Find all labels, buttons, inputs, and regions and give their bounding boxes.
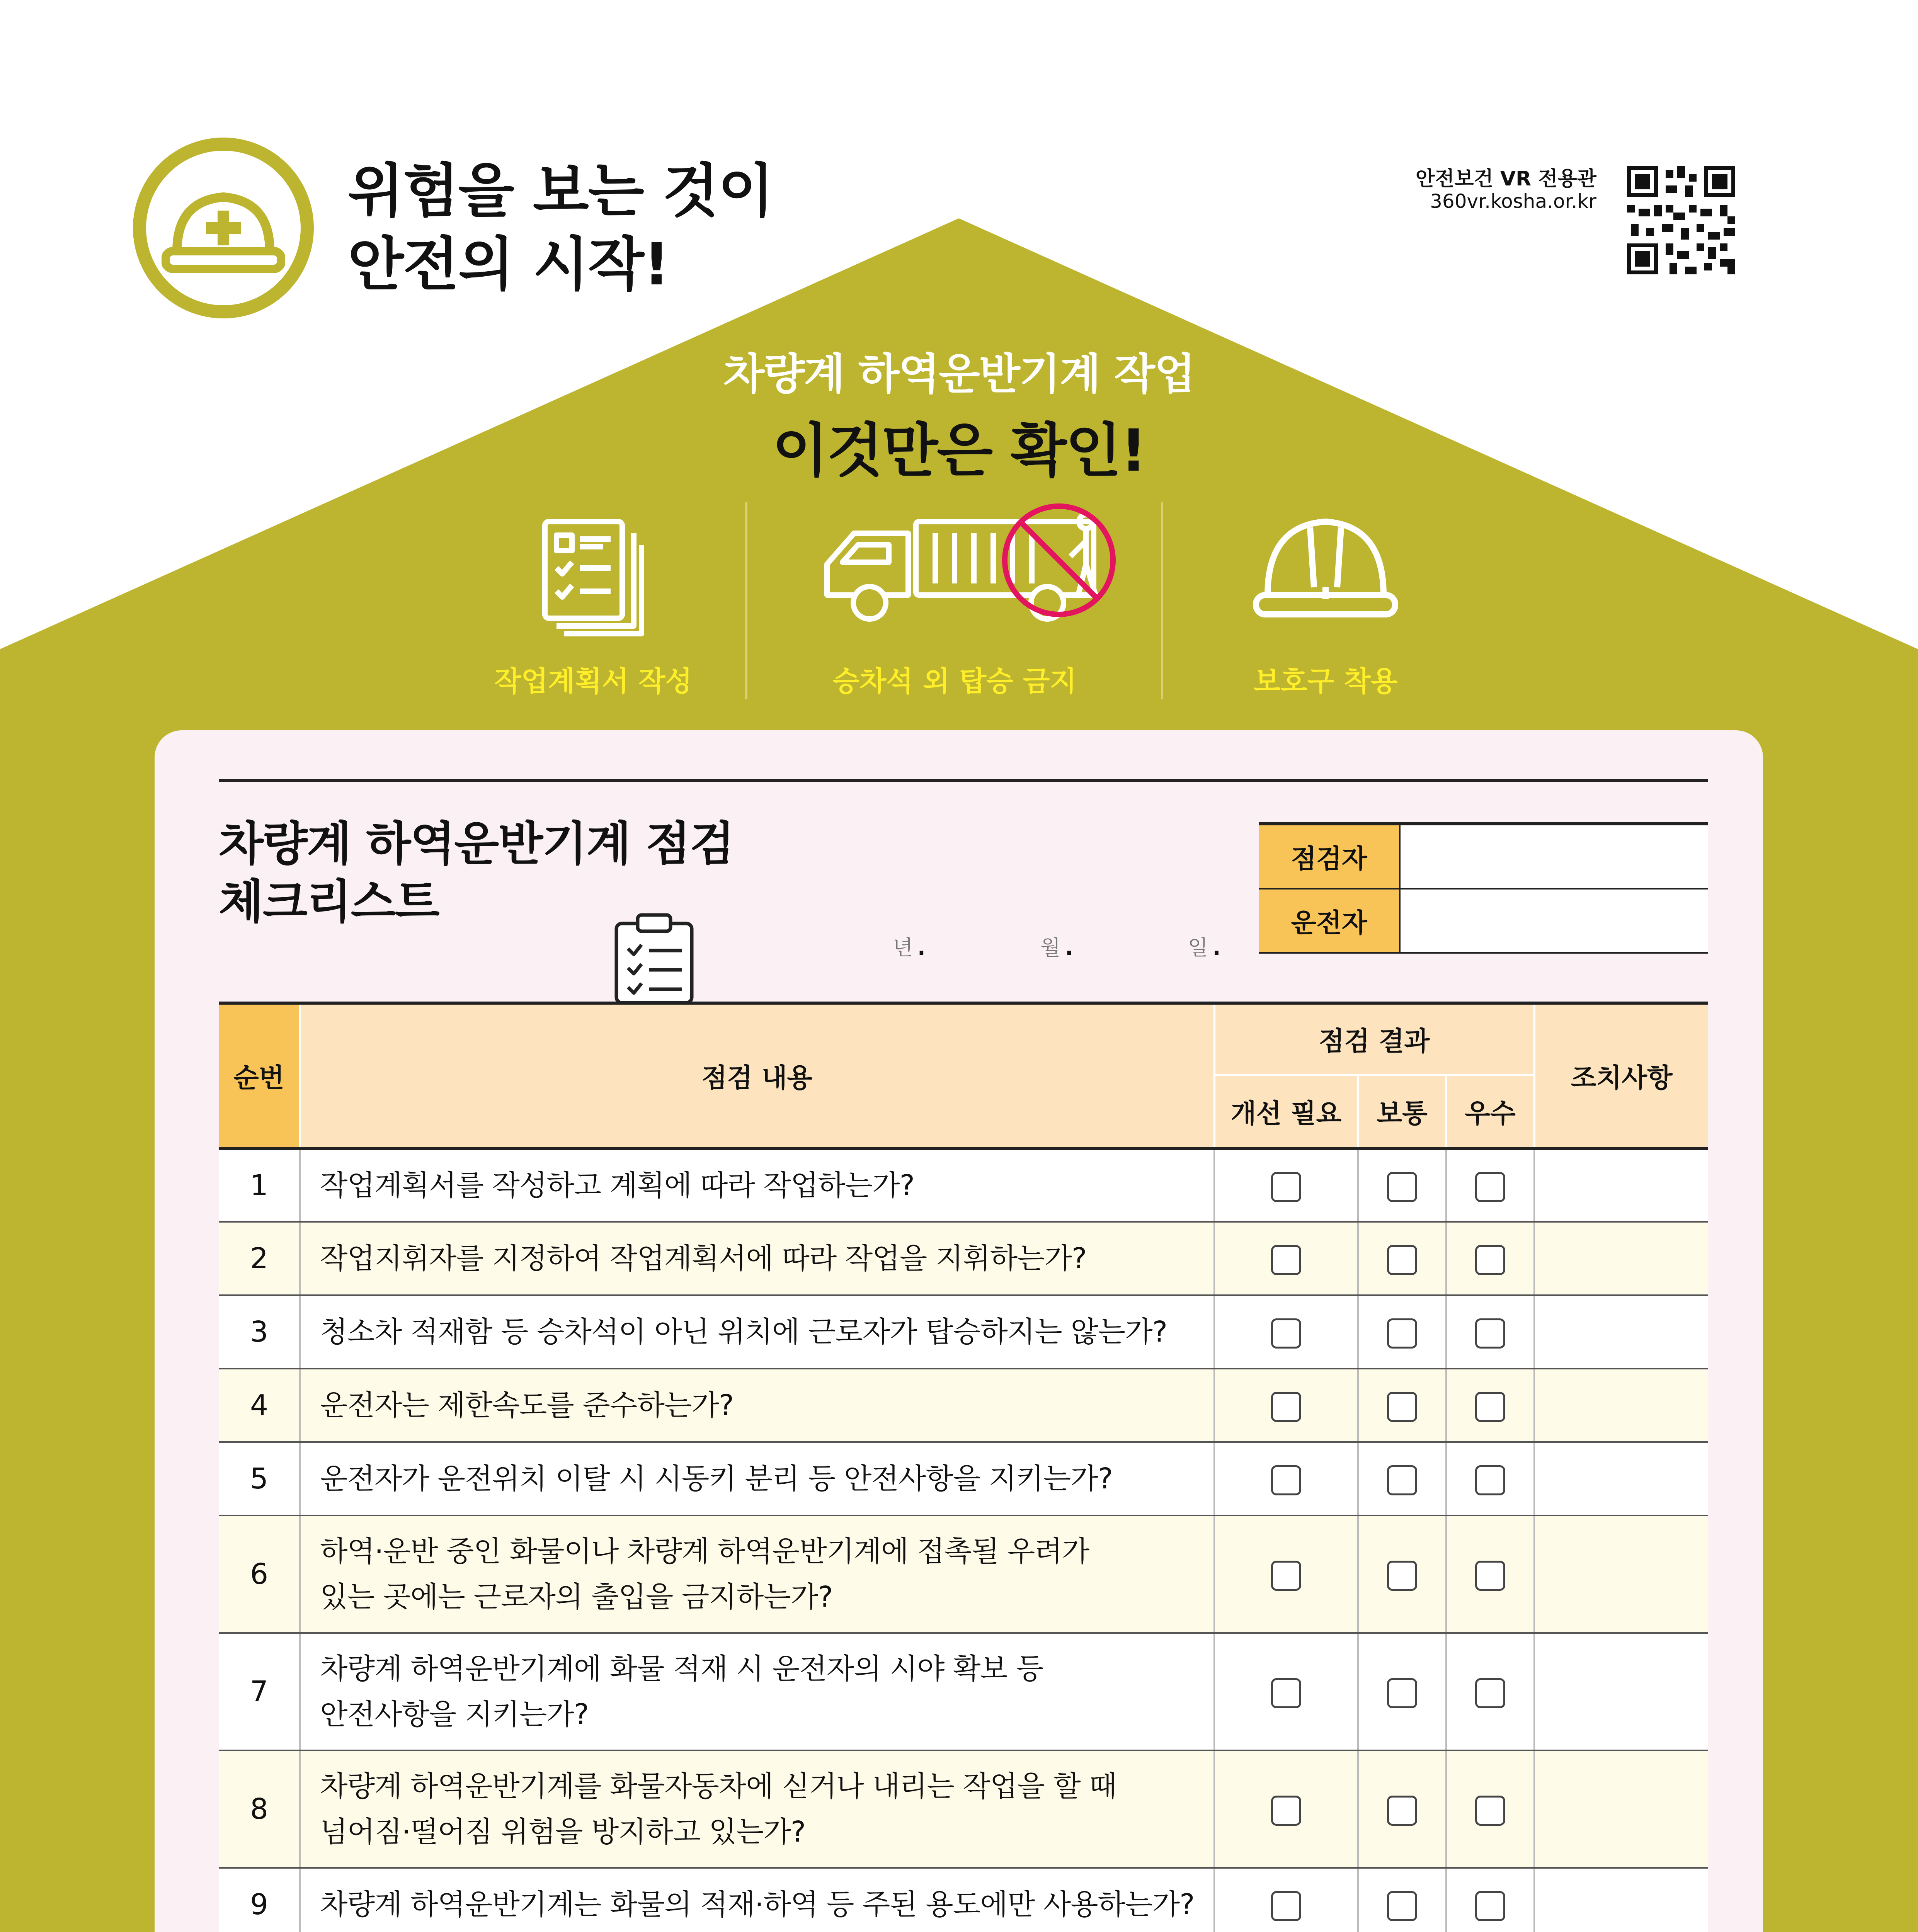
action-cell[interactable] bbox=[1534, 1295, 1708, 1369]
result-cell-normal bbox=[1358, 1633, 1446, 1750]
checkbox-excellent[interactable] bbox=[1475, 1465, 1505, 1495]
checkbox-excellent[interactable] bbox=[1475, 1891, 1505, 1921]
banner-title: 차량계 하역운반기계 작업 bbox=[723, 349, 1195, 399]
result-cell-needs-improvement bbox=[1214, 1369, 1358, 1442]
result-cell-normal bbox=[1358, 1442, 1446, 1515]
banner-subtitle: 이것만은 확인! bbox=[772, 417, 1146, 485]
result-cell-normal bbox=[1358, 1295, 1446, 1369]
row-number: 3 bbox=[219, 1295, 300, 1369]
date-year-label: 년 bbox=[893, 935, 913, 960]
result-cell-normal bbox=[1358, 1515, 1446, 1633]
checkbox-needs-improvement[interactable] bbox=[1271, 1796, 1301, 1826]
clipboard-icon bbox=[613, 912, 696, 1005]
result-cell-normal bbox=[1358, 1148, 1446, 1222]
qr-code-icon[interactable] bbox=[1627, 166, 1735, 274]
row-number: 5 bbox=[219, 1442, 300, 1515]
table-row bbox=[219, 1868, 1708, 1932]
row-number: 7 bbox=[219, 1633, 300, 1750]
driver-row bbox=[1259, 889, 1708, 952]
result-cell-normal bbox=[1358, 1868, 1446, 1932]
hard-hat-cross-icon bbox=[162, 174, 285, 290]
checkbox-needs-improvement[interactable] bbox=[1271, 1561, 1301, 1591]
checkbox-excellent[interactable] bbox=[1475, 1796, 1505, 1826]
checkbox-normal[interactable] bbox=[1387, 1796, 1417, 1826]
checkbox-normal[interactable] bbox=[1387, 1465, 1417, 1495]
action-cell[interactable] bbox=[1534, 1633, 1708, 1750]
checkbox-normal[interactable] bbox=[1387, 1891, 1417, 1921]
checkbox-needs-improvement[interactable] bbox=[1271, 1245, 1301, 1275]
col-header-no: 순번 bbox=[219, 1003, 300, 1148]
checklist-table-wrap bbox=[219, 1002, 1708, 1932]
checklist-table bbox=[219, 1002, 1708, 1932]
icon-label-no-riding: 승차석 외 탑승 금지 bbox=[832, 665, 1077, 697]
checkbox-normal[interactable] bbox=[1387, 1245, 1417, 1275]
result-cell-needs-improvement bbox=[1214, 1222, 1358, 1295]
inspector-label: 점검자 bbox=[1259, 825, 1399, 888]
slogan bbox=[348, 155, 773, 301]
row-check-item: 운전자가 운전위치 이탈 시 시동키 분리 등 안전사항을 지키는가? bbox=[300, 1442, 1214, 1515]
icon-label-protective-gear: 보호구 착용 bbox=[1253, 665, 1398, 697]
icon-label-work-plan: 작업계획서 작성 bbox=[494, 665, 692, 697]
date-day-label: 일 bbox=[1188, 935, 1208, 960]
driver-field[interactable] bbox=[1399, 889, 1708, 952]
checkbox-needs-improvement[interactable] bbox=[1271, 1318, 1301, 1349]
result-cell-excellent bbox=[1446, 1369, 1534, 1442]
row-number: 2 bbox=[219, 1222, 300, 1295]
card-top-rule bbox=[219, 779, 1708, 782]
col-header-content: 점검 내용 bbox=[300, 1003, 1214, 1148]
hard-hat-icon bbox=[1252, 510, 1399, 626]
no-riding-garbage-truck-icon bbox=[819, 498, 1128, 638]
result-cell-excellent bbox=[1446, 1295, 1534, 1369]
checkbox-normal[interactable] bbox=[1387, 1561, 1417, 1591]
result-cell-excellent bbox=[1446, 1442, 1534, 1515]
row-check-item: 차량계 하역운반기계는 화물의 적재·하역 등 주된 용도에만 사용하는가? bbox=[300, 1868, 1214, 1932]
date-dot: . bbox=[1065, 935, 1073, 960]
inspector-field[interactable] bbox=[1399, 825, 1708, 888]
date-month-label: 월 bbox=[1040, 935, 1061, 960]
action-cell[interactable] bbox=[1534, 1515, 1708, 1633]
row-check-item: 운전자는 제한속도를 준수하는가? bbox=[300, 1369, 1214, 1442]
checkbox-needs-improvement[interactable] bbox=[1271, 1891, 1301, 1921]
checklist-title-line2: 체크리스트 bbox=[219, 875, 439, 929]
checkbox-excellent[interactable] bbox=[1475, 1561, 1505, 1591]
row-check-item: 하역·운반 중인 화물이나 차량계 하역운반기계에 접촉될 우려가 있는 곳에는 근로자의 출입을 금지하는가? bbox=[300, 1515, 1214, 1633]
action-cell[interactable] bbox=[1534, 1750, 1708, 1868]
row-number: 4 bbox=[219, 1369, 300, 1442]
result-cell-excellent bbox=[1446, 1750, 1534, 1868]
action-cell[interactable] bbox=[1534, 1442, 1708, 1515]
col-header-normal: 보통 bbox=[1358, 1075, 1446, 1148]
table-row bbox=[219, 1633, 1708, 1750]
row-number: 6 bbox=[219, 1515, 300, 1633]
row-number: 1 bbox=[219, 1148, 300, 1222]
checkbox-needs-improvement[interactable] bbox=[1271, 1678, 1301, 1708]
signature-box bbox=[1259, 822, 1708, 954]
safety-helmet-logo bbox=[133, 138, 314, 318]
slogan-line2: 안전의 시작! bbox=[348, 231, 669, 298]
checkbox-excellent[interactable] bbox=[1475, 1245, 1505, 1275]
row-check-item: 작업지휘자를 지정하여 작업계획서에 따라 작업을 지휘하는가? bbox=[300, 1222, 1214, 1295]
action-cell[interactable] bbox=[1534, 1148, 1708, 1222]
action-cell[interactable] bbox=[1534, 1868, 1708, 1932]
checkbox-excellent[interactable] bbox=[1475, 1318, 1505, 1349]
driver-label: 운전자 bbox=[1259, 889, 1399, 952]
result-cell-needs-improvement bbox=[1214, 1750, 1358, 1868]
result-cell-needs-improvement bbox=[1214, 1868, 1358, 1932]
date-line[interactable] bbox=[893, 931, 1220, 961]
checkbox-normal[interactable] bbox=[1387, 1172, 1417, 1202]
col-header-result: 점검 결과 bbox=[1214, 1003, 1534, 1075]
result-cell-excellent bbox=[1446, 1222, 1534, 1295]
row-check-item: 작업계획서를 작성하고 계획에 따라 작업하는가? bbox=[300, 1148, 1214, 1222]
table-row bbox=[219, 1442, 1708, 1515]
checkbox-normal[interactable] bbox=[1387, 1392, 1417, 1422]
action-cell[interactable] bbox=[1534, 1222, 1708, 1295]
inspector-row bbox=[1259, 825, 1708, 888]
row-check-item: 차량계 하역운반기계를 화물자동차에 싣거나 내리는 작업을 할 때 넘어짐·떨어짐 위험을 방지하고 있는가? bbox=[300, 1750, 1214, 1868]
result-cell-needs-improvement bbox=[1214, 1633, 1358, 1750]
icon-divider bbox=[1161, 502, 1163, 699]
vr-hall-url[interactable]: 360vr.kosha.or.kr bbox=[1430, 190, 1596, 213]
result-cell-needs-improvement bbox=[1214, 1295, 1358, 1369]
table-row bbox=[219, 1222, 1708, 1295]
result-cell-needs-improvement bbox=[1214, 1442, 1358, 1515]
result-cell-excellent bbox=[1446, 1148, 1534, 1222]
table-row bbox=[219, 1750, 1708, 1868]
result-cell-needs-improvement bbox=[1214, 1148, 1358, 1222]
icon-divider bbox=[745, 502, 747, 699]
checkbox-excellent[interactable] bbox=[1475, 1678, 1505, 1708]
col-header-action: 조치사항 bbox=[1534, 1003, 1708, 1148]
checkbox-excellent[interactable] bbox=[1475, 1392, 1505, 1422]
checkbox-normal[interactable] bbox=[1387, 1318, 1417, 1349]
checklist-rows bbox=[219, 1148, 1708, 1932]
result-cell-excellent bbox=[1446, 1515, 1534, 1633]
checkbox-needs-improvement[interactable] bbox=[1271, 1172, 1301, 1202]
result-cell-normal bbox=[1358, 1750, 1446, 1868]
table-row bbox=[219, 1515, 1708, 1633]
col-header-needs-improvement: 개선 필요 bbox=[1214, 1075, 1358, 1148]
table-row bbox=[219, 1295, 1708, 1369]
result-cell-excellent bbox=[1446, 1633, 1534, 1750]
row-check-item: 차량계 하역운반기계에 화물 적재 시 운전자의 시야 확보 등 안전사항을 지키는가? bbox=[300, 1633, 1214, 1750]
checkbox-needs-improvement[interactable] bbox=[1271, 1392, 1301, 1422]
result-cell-needs-improvement bbox=[1214, 1515, 1358, 1633]
checklist-title-line1: 차량계 하역운반기계 점검 bbox=[219, 817, 734, 871]
result-cell-normal bbox=[1358, 1222, 1446, 1295]
row-number: 9 bbox=[219, 1868, 300, 1932]
col-header-excellent: 우수 bbox=[1446, 1075, 1534, 1148]
result-cell-normal bbox=[1358, 1369, 1446, 1442]
row-check-item: 청소차 적재함 등 승차석이 아닌 위치에 근로자가 탑승하지는 않는가? bbox=[300, 1295, 1214, 1369]
result-cell-excellent bbox=[1446, 1868, 1534, 1932]
checkbox-needs-improvement[interactable] bbox=[1271, 1465, 1301, 1495]
table-row bbox=[219, 1148, 1708, 1222]
checkbox-normal[interactable] bbox=[1387, 1678, 1417, 1708]
checkbox-excellent[interactable] bbox=[1475, 1172, 1505, 1202]
slogan-line1: 위험을 보는 것이 bbox=[348, 158, 773, 225]
date-dot: . bbox=[917, 935, 926, 960]
table-row bbox=[219, 1369, 1708, 1442]
action-cell[interactable] bbox=[1534, 1369, 1708, 1442]
date-dot: . bbox=[1212, 935, 1221, 960]
row-number: 8 bbox=[219, 1750, 300, 1868]
vr-hall-title: 안전보건 VR 전용관 bbox=[1415, 167, 1596, 190]
document-checklist-icon bbox=[533, 514, 649, 641]
